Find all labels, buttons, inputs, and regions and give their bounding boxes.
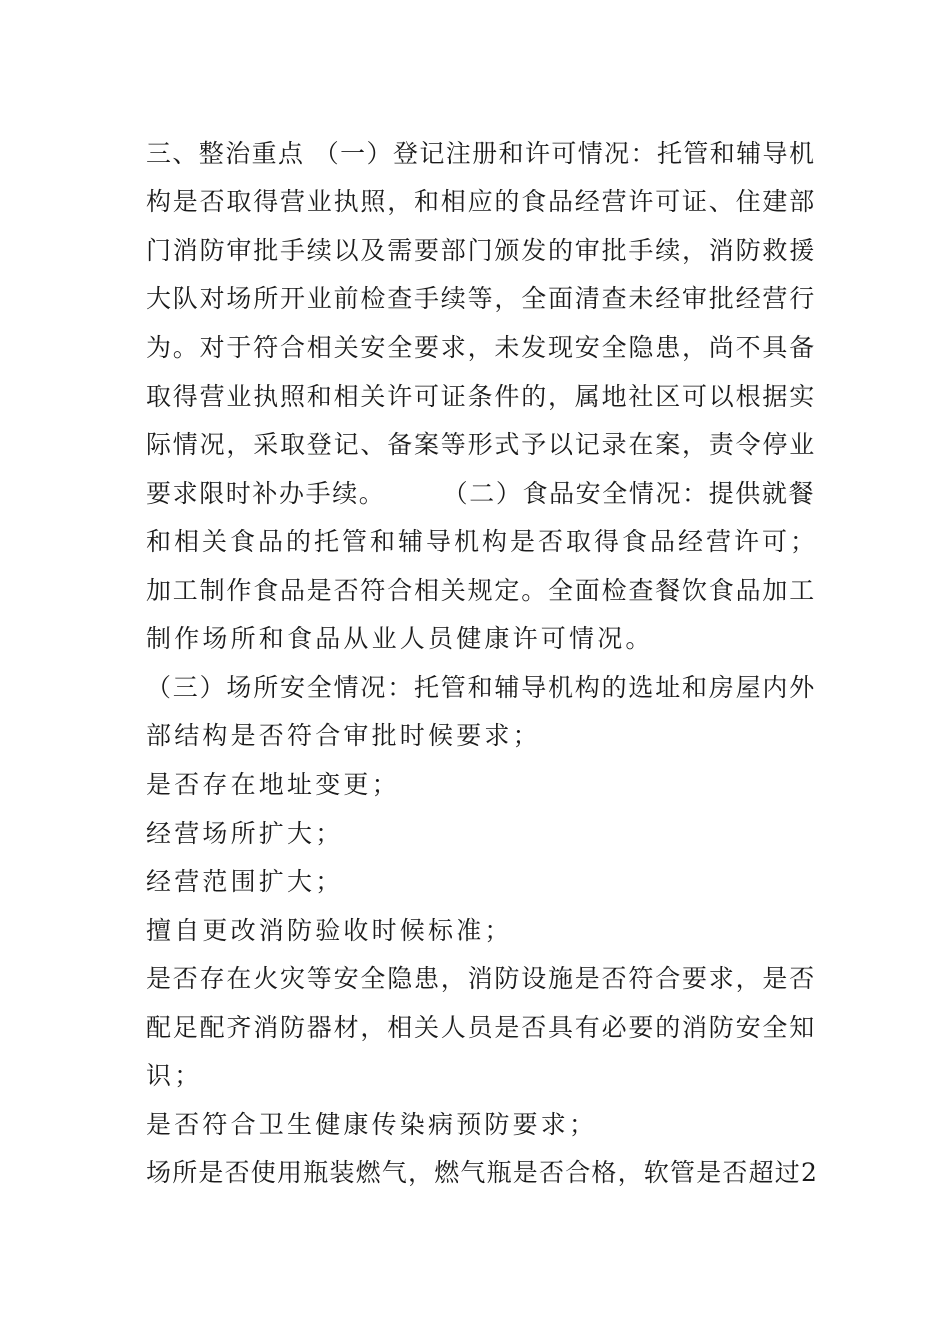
text-line: 际情况，采取登记、备案等形式予以记录在案，责令停业: [146, 430, 817, 459]
text-line: 和相关食品的托管和辅导机构是否取得食品经营许可；: [146, 527, 819, 556]
text-line: 是否存在地址变更；: [146, 770, 400, 799]
text-line: 为。对于符合相关安全要求，未发现安全隐患，尚不具备: [146, 333, 817, 362]
text-line: 三、整治重点 （一）登记注册和许可情况：托管和辅导机: [146, 139, 816, 168]
text-line: 经营场所扩大；: [146, 819, 344, 848]
text-line: 取得营业执照和相关许可证条件的，属地社区可以根据实: [146, 382, 817, 411]
text-line: 配足配齐消防器材，相关人员是否具有必要的消防安全知: [146, 1013, 817, 1042]
text-line: 是否存在火灾等安全隐患，消防设施是否符合要求，是否: [146, 964, 817, 993]
text-line: 门消防审批手续以及需要部门颁发的审批手续，消防救援: [146, 236, 817, 265]
text-line: 擅自更改消防验收时候标准；: [146, 916, 513, 945]
text-line: 构是否取得营业执照，和相应的食品经营许可证、住建部: [146, 187, 817, 216]
text-line: 识；: [146, 1061, 203, 1090]
text-line: 制作场所和食品从业人员健康许可情况。: [146, 624, 654, 653]
text-line: （三）场所安全情况：托管和辅导机构的选址和房屋内外: [146, 673, 817, 702]
text-line: 经营范围扩大；: [146, 867, 344, 896]
text-line: 大队对场所开业前检查手续等，全面清查未经审批经营行: [146, 284, 817, 313]
text-line: 部结构是否符合审批时候要求；: [146, 721, 541, 750]
text-line: 加工制作食品是否符合相关规定。全面检查餐饮食品加工: [146, 576, 817, 605]
text-line: 是否符合卫生健康传染病预防要求；: [146, 1110, 598, 1139]
text-line: 要求限时补办手续。 （二）食品安全情况：提供就餐: [146, 479, 816, 508]
text-line: 场所是否使用瓶装燃气，燃气瓶是否合格，软管是否超过2: [146, 1158, 819, 1187]
